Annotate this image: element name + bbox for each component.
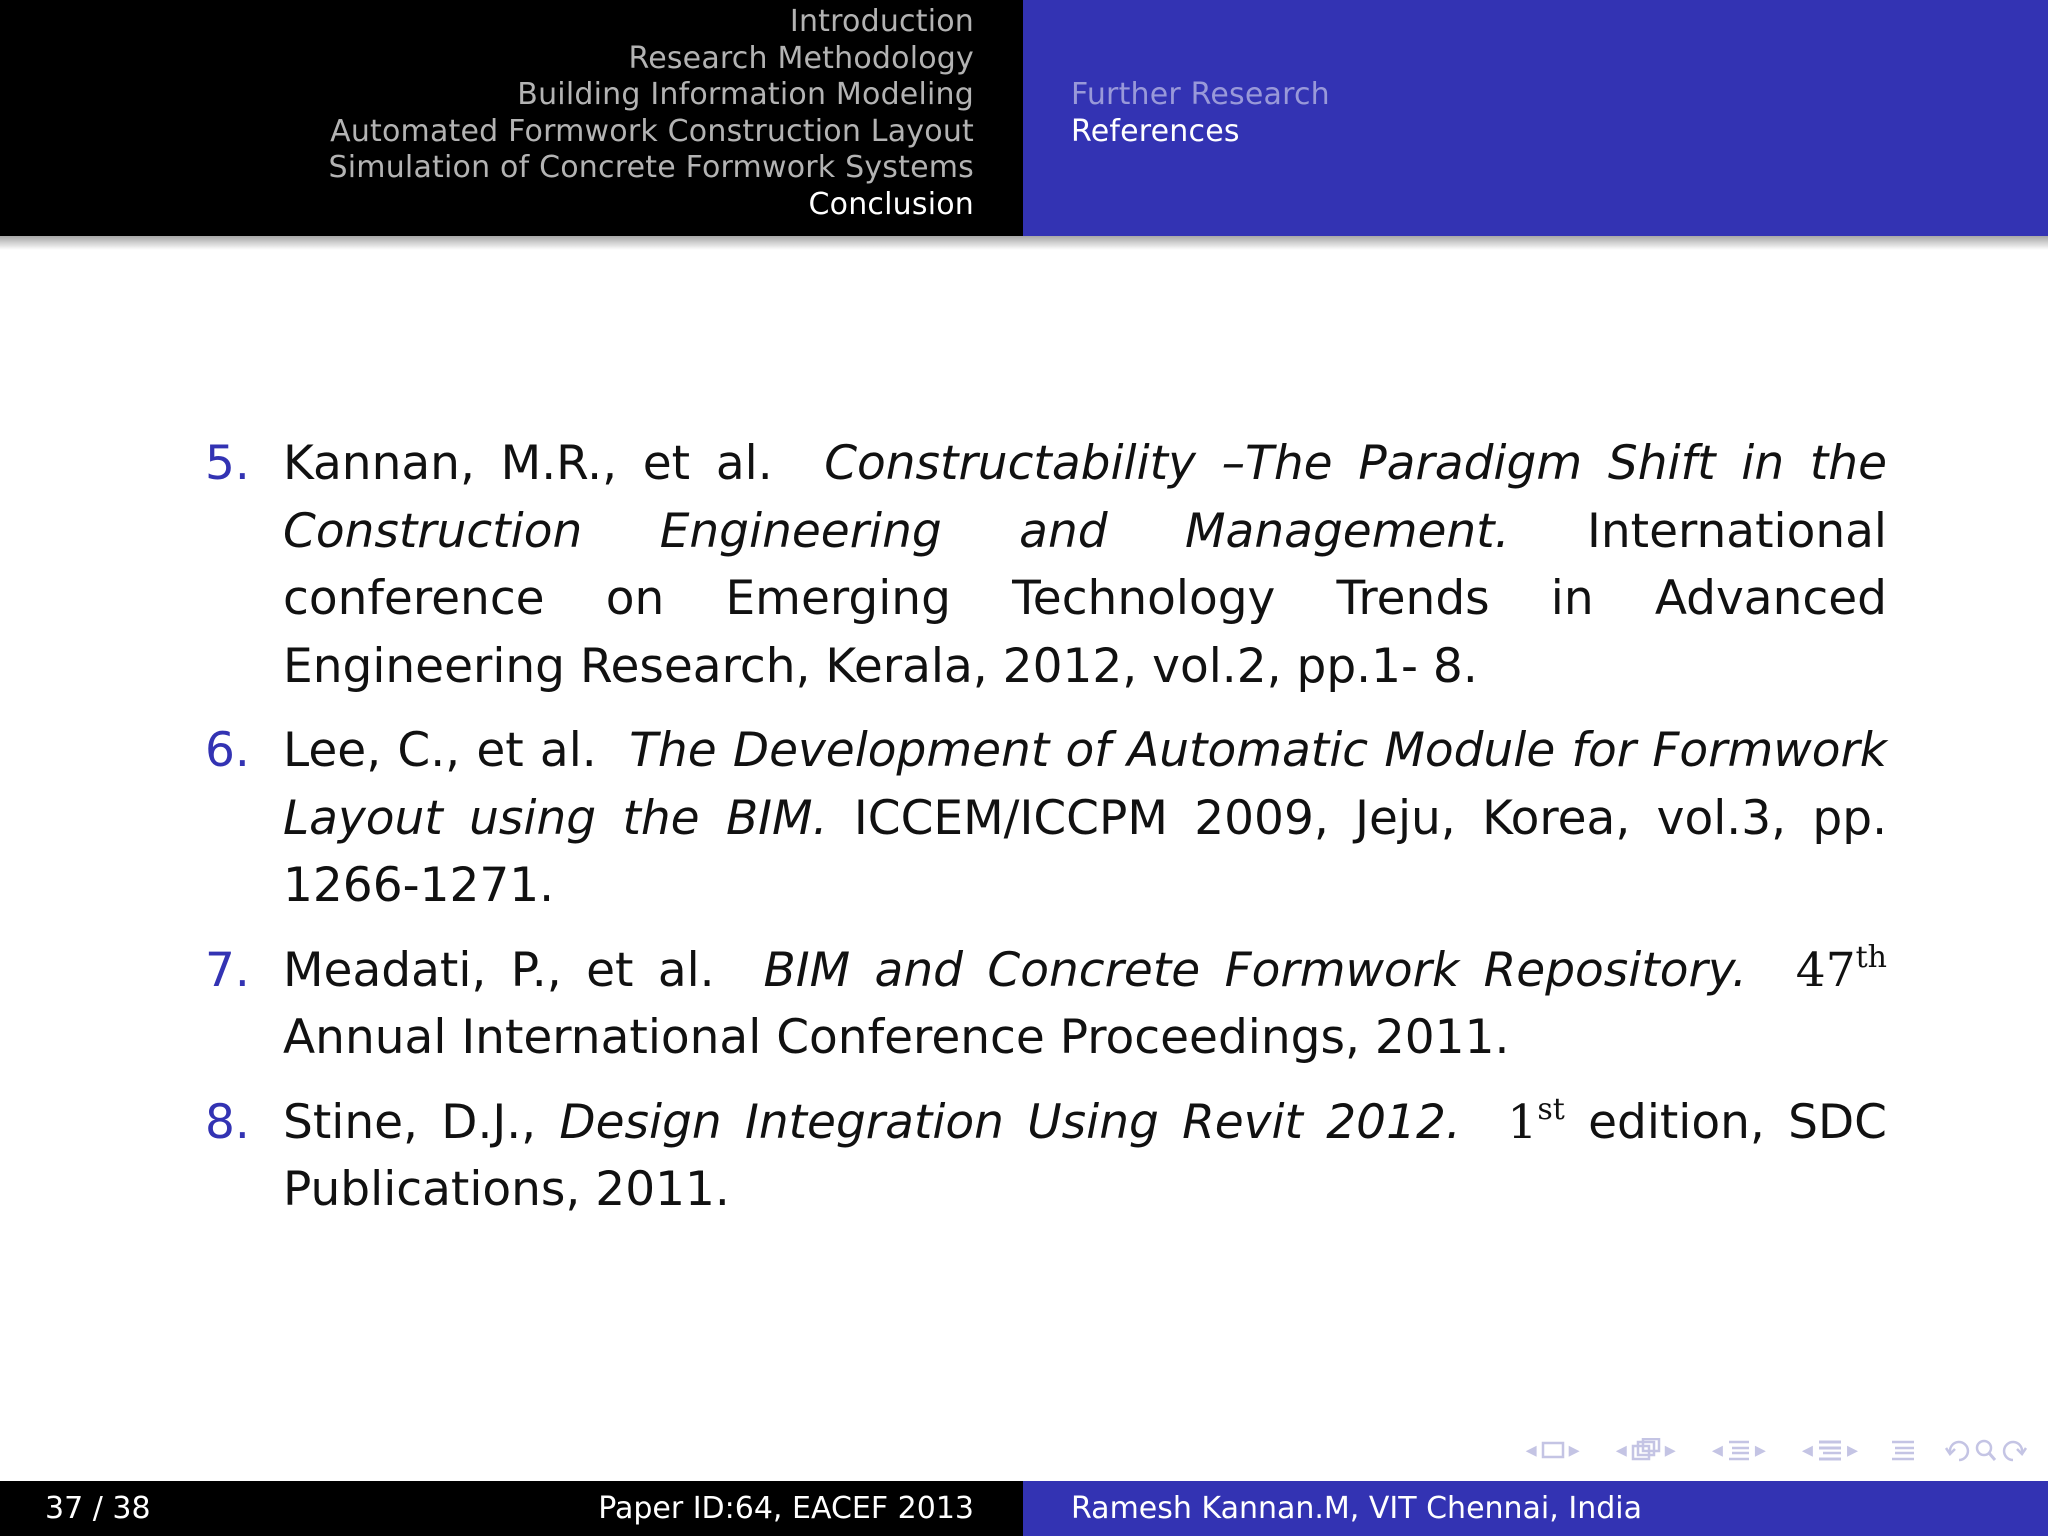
nav-section-conclusion[interactable]: Conclusion xyxy=(808,186,974,222)
page-number: 37 / 38 xyxy=(45,1491,151,1526)
reference-details: Annual International Conference Proceedings, 2011. xyxy=(283,1010,1510,1065)
doc-nav-icon[interactable] xyxy=(1890,1439,1916,1461)
reference-authors: Kannan, M.R., et al. xyxy=(283,436,773,491)
back-forward-search-icon[interactable] xyxy=(1944,1436,2028,1464)
reference-details: edition, SDC Publications, 2011. xyxy=(283,1094,1887,1217)
reference-ordinal-suffix: th xyxy=(1855,939,1887,975)
reference-number: 7. xyxy=(205,942,250,998)
nav-section-automated-formwork[interactable]: Automated Formwork Construction Layout xyxy=(330,113,974,149)
reference-details: ICCEM/ICCPM 2009, Jeju, Korea, vol.3, pp. 1266-1271. xyxy=(283,790,1888,913)
subsection-nav-icon[interactable]: ◂ ▸ xyxy=(1711,1437,1766,1463)
nav-section-research-methodology[interactable]: Research Methodology xyxy=(628,40,974,76)
paper-id: Paper ID:64, EACEF 2013 xyxy=(598,1491,974,1526)
reference-ordinal-suffix: st xyxy=(1537,1091,1565,1127)
nav-subsection-further-research[interactable]: Further Research xyxy=(1071,77,1330,112)
subsection-nav xyxy=(1071,77,1330,150)
header xyxy=(0,0,2048,236)
reference-item xyxy=(205,937,1887,1072)
reference-authors: Stine, D.J., xyxy=(283,1094,537,1150)
reference-title: Design Integration Using Revit 2012. xyxy=(559,1094,1461,1150)
nav-section-building-information-modeling[interactable]: Building Information Modeling xyxy=(517,77,974,113)
reference-details: International conference on Emerging Technology Trends in Advanced Engineering Research, Kerala, 2012, vol.2, pp.1- 8. xyxy=(283,503,1887,694)
navigation-symbols xyxy=(1494,1435,2028,1465)
reference-number: 6. xyxy=(205,723,250,778)
nav-section-introduction[interactable]: Introduction xyxy=(789,4,974,39)
reference-item xyxy=(205,430,1887,700)
author-affiliation: Ramesh Kannan.M, VIT Chennai, India xyxy=(1071,1491,1642,1526)
reference-number: 5. xyxy=(205,436,250,491)
reference-title: BIM and Concrete Formwork Repository. xyxy=(763,942,1747,998)
nav-section-simulation[interactable]: Simulation of Concrete Formwork Systems xyxy=(328,150,974,186)
reference-authors: Meadati, P., et al. xyxy=(283,942,715,998)
reference-item xyxy=(205,717,1887,920)
reference-ordinal: 1 xyxy=(1507,1094,1538,1150)
header-shadow xyxy=(0,236,2048,250)
reference-title: Constructability –The Paradigm Shift in the Construction Engineering and Management. xyxy=(283,436,1887,559)
section-nav xyxy=(329,4,975,224)
frame-nav-icon[interactable]: ◂ ▸ xyxy=(1615,1437,1676,1463)
reference-authors: Lee, C., et al. xyxy=(283,723,597,778)
reference-number: 8. xyxy=(205,1094,250,1150)
reference-list xyxy=(205,430,1887,1241)
reference-ordinal: 47 xyxy=(1795,942,1856,998)
section-nav-icon[interactable]: ◂ ▸ xyxy=(1801,1437,1858,1463)
slide-nav-icon[interactable]: ◂ ▸ xyxy=(1525,1437,1580,1463)
reference-item xyxy=(205,1089,1887,1224)
nav-subsection-references[interactable]: References xyxy=(1071,113,1240,149)
reference-title: The Development of Automatic Module for Formwork Layout using the BIM. xyxy=(283,723,1888,846)
